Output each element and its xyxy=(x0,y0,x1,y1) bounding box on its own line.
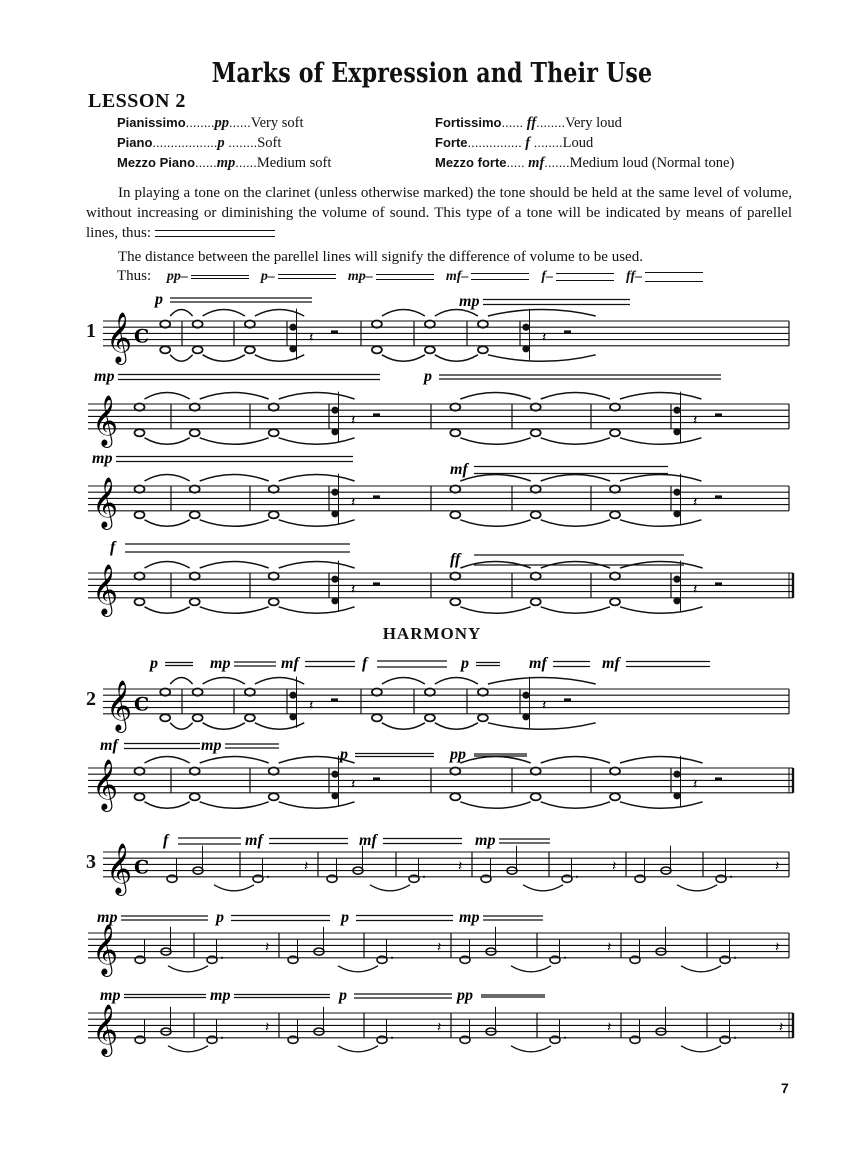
staff-ex3-line2 xyxy=(88,909,789,977)
whole-note xyxy=(610,486,620,493)
tie xyxy=(170,355,192,362)
exercise-number-3: 3 xyxy=(86,851,96,873)
quarter-note xyxy=(673,576,680,583)
tie xyxy=(145,393,190,400)
quarter-note xyxy=(289,692,296,699)
half-rest-icon xyxy=(715,413,722,416)
whole-note xyxy=(135,404,145,411)
half-rest-icon xyxy=(564,330,571,333)
whole-note xyxy=(190,511,200,518)
dynamic-mark: p xyxy=(340,746,348,763)
half-rest-icon xyxy=(373,582,380,585)
whole-note xyxy=(193,689,203,696)
tie xyxy=(620,607,703,614)
quarter-note xyxy=(673,792,680,799)
volume-example: mf– xyxy=(446,268,530,285)
tie xyxy=(200,438,269,445)
slur xyxy=(338,1046,378,1052)
tie xyxy=(541,757,610,764)
tie xyxy=(620,393,701,400)
treble-clef-icon: 𝄞 xyxy=(106,679,133,731)
treble-clef-icon: 𝄞 xyxy=(92,476,119,528)
tie xyxy=(279,393,355,400)
slur xyxy=(168,1046,208,1052)
quarter-note xyxy=(331,407,338,414)
whole-note xyxy=(531,793,541,800)
whole-note xyxy=(450,511,460,518)
treble-clef-icon: 𝄞 xyxy=(92,758,119,810)
whole-note xyxy=(190,768,200,775)
quarter-rest-icon: 𝄽 xyxy=(351,412,356,429)
quarter-rest-icon: 𝄽 xyxy=(693,581,698,598)
common-time-icon: C xyxy=(134,325,150,348)
tie xyxy=(541,802,610,809)
quarter-note xyxy=(289,713,296,720)
distance-paragraph: The distance between the parellel lines will signify the difference of volume to be used. xyxy=(118,249,643,265)
quarter-rest-icon: 𝄽 xyxy=(351,776,356,793)
treble-clef-icon: 𝄞 xyxy=(92,563,119,615)
dynamic-mark: pp xyxy=(457,987,473,1004)
tie xyxy=(170,723,192,730)
whole-note xyxy=(531,598,541,605)
half-rest-icon xyxy=(331,330,338,333)
whole-note xyxy=(193,714,203,721)
whole-note xyxy=(269,511,279,518)
half-rest-icon xyxy=(373,777,380,780)
tie xyxy=(145,438,190,445)
quarter-rest-icon: 𝄽 xyxy=(693,776,698,793)
tie xyxy=(200,757,269,764)
staff-ex3-line3 xyxy=(88,987,793,1057)
dynamic-mark: p xyxy=(461,655,469,672)
quarter-rest-icon: 𝄽 xyxy=(607,1019,612,1036)
quarter-note xyxy=(331,489,338,496)
quarter-note xyxy=(673,428,680,435)
dynamic-mark: p xyxy=(339,987,347,1004)
whole-note xyxy=(531,486,541,493)
quarter-note xyxy=(331,792,338,799)
whole-note xyxy=(135,598,145,605)
whole-note xyxy=(135,573,145,580)
whole-note xyxy=(610,793,620,800)
treble-clef-icon: 𝄞 xyxy=(92,923,119,975)
whole-note xyxy=(135,511,145,518)
whole-note xyxy=(190,429,200,436)
quarter-note xyxy=(331,771,338,778)
dynamic-mark: mp xyxy=(210,987,231,1004)
quarter-rest-icon: 𝄽 xyxy=(309,329,314,346)
tie xyxy=(279,802,355,809)
definition-piano: Piano..................p ........Soft xyxy=(117,135,282,151)
tie xyxy=(460,475,530,482)
half-rest-icon xyxy=(373,413,380,416)
tie xyxy=(203,678,245,685)
dynamic-mark: mp xyxy=(210,655,231,672)
tie xyxy=(541,475,610,482)
dynamic-mark: mf xyxy=(100,737,118,754)
tie xyxy=(145,607,190,614)
whole-note xyxy=(269,573,279,580)
tie xyxy=(145,520,190,527)
tie xyxy=(460,802,530,809)
slur xyxy=(681,966,721,972)
tie xyxy=(279,607,355,614)
whole-note xyxy=(190,598,200,605)
quarter-rest-icon: 𝄽 xyxy=(775,939,780,956)
common-time-icon: C xyxy=(134,693,150,716)
slur xyxy=(370,885,410,891)
slur xyxy=(511,1046,551,1052)
quarter-note xyxy=(522,345,529,352)
quarter-rest-icon: 𝄽 xyxy=(351,494,356,511)
volume-example: pp– xyxy=(167,268,249,285)
definition-fortissimo: Fortissimo...... ff........Very loud xyxy=(435,115,622,131)
dynamic-mark: f xyxy=(362,655,368,672)
tie xyxy=(435,723,478,730)
tie xyxy=(382,678,425,685)
exercise-number-1: 1 xyxy=(86,320,96,342)
whole-note xyxy=(531,573,541,580)
whole-note xyxy=(478,321,488,328)
half-rest-icon xyxy=(373,495,380,498)
tie xyxy=(145,802,190,809)
whole-note xyxy=(245,346,255,353)
tie xyxy=(488,355,596,362)
whole-note xyxy=(245,321,255,328)
tie xyxy=(145,475,190,482)
lesson-heading: LESSON 2 xyxy=(88,90,186,112)
whole-note xyxy=(531,404,541,411)
whole-note xyxy=(450,429,460,436)
common-time-icon: C xyxy=(134,856,150,879)
half-rest-icon xyxy=(331,698,338,701)
treble-clef-icon: 𝄞 xyxy=(106,311,133,363)
whole-note xyxy=(372,689,382,696)
definition-pianissimo: Pianissimo........pp......Very soft xyxy=(117,115,304,131)
quarter-rest-icon: 𝄽 xyxy=(351,581,356,598)
dynamic-mark: mf xyxy=(450,461,468,478)
tie xyxy=(145,562,190,569)
staff-ex1-line3 xyxy=(88,450,789,530)
treble-clef-icon: 𝄞 xyxy=(106,842,133,894)
slur xyxy=(523,885,563,891)
dynamic-mark: mf xyxy=(359,832,377,849)
definition-forte: Forte............... f ........Loud xyxy=(435,135,594,151)
dynamic-mark: p xyxy=(150,655,158,672)
tie xyxy=(200,802,269,809)
tie xyxy=(460,757,530,764)
tie xyxy=(145,757,190,764)
tie xyxy=(435,678,478,685)
dynamic-mark: mp xyxy=(201,737,222,754)
whole-note xyxy=(425,714,435,721)
tie xyxy=(170,678,192,685)
quarter-note xyxy=(331,428,338,435)
tie xyxy=(382,310,425,317)
tie xyxy=(200,520,269,527)
whole-note xyxy=(450,768,460,775)
harmony-heading: HARMONY xyxy=(382,624,482,643)
tie xyxy=(435,355,478,362)
quarter-rest-icon: 𝄽 xyxy=(437,939,442,956)
whole-note xyxy=(450,573,460,580)
dynamic-mark: mp xyxy=(97,909,118,926)
whole-note xyxy=(610,598,620,605)
quarter-rest-icon: 𝄽 xyxy=(612,858,617,875)
staff-ex1-line1 xyxy=(103,291,789,365)
quarter-rest-icon: 𝄽 xyxy=(542,329,547,346)
dynamic-mark: p xyxy=(424,368,432,385)
slur xyxy=(338,966,378,972)
volume-example: ff– xyxy=(626,268,703,285)
tie xyxy=(382,355,425,362)
quarter-rest-icon: 𝄽 xyxy=(607,939,612,956)
whole-note xyxy=(135,793,145,800)
quarter-note xyxy=(522,324,529,331)
volume-example: p– xyxy=(261,268,336,285)
staff-ex2-line2 xyxy=(88,737,793,812)
tie xyxy=(279,475,355,482)
tie xyxy=(460,607,530,614)
dynamic-mark: pp xyxy=(450,746,466,763)
whole-note xyxy=(160,714,170,721)
tie xyxy=(541,393,610,400)
tie xyxy=(200,475,269,482)
whole-note xyxy=(160,346,170,353)
staff-ex3-line1 xyxy=(103,832,789,896)
tie xyxy=(200,562,269,569)
dynamic-mark: p xyxy=(216,909,224,926)
quarter-note xyxy=(673,597,680,604)
explanation-paragraph: In playing a tone on the clarinet (unless otherwise marked) the tone should be held at the same level of volume, without increasing or diminishing the volume of sound. This type of a tone will be indicated by means of parellel lines, thus: xyxy=(86,185,792,241)
whole-note xyxy=(450,598,460,605)
quarter-note xyxy=(289,324,296,331)
dynamic-mark: mp xyxy=(475,832,496,849)
quarter-rest-icon: 𝄽 xyxy=(458,858,463,875)
dynamic-mark: mf xyxy=(602,655,620,672)
whole-note xyxy=(372,346,382,353)
whole-note xyxy=(610,768,620,775)
dynamic-mark: mf xyxy=(245,832,263,849)
quarter-rest-icon: 𝄽 xyxy=(693,412,698,429)
dynamic-mark: mp xyxy=(459,909,480,926)
dynamic-mark: mp xyxy=(100,987,121,1004)
quarter-rest-icon: 𝄽 xyxy=(265,1019,270,1036)
whole-note xyxy=(425,346,435,353)
staff-ex1-line2 xyxy=(88,368,789,448)
quarter-rest-icon: 𝄽 xyxy=(437,1019,442,1036)
whole-note xyxy=(610,404,620,411)
slur xyxy=(168,966,208,972)
whole-note xyxy=(190,573,200,580)
page-title: Marks of Expression and Their Use xyxy=(211,58,653,89)
whole-note xyxy=(269,404,279,411)
quarter-rest-icon: 𝄽 xyxy=(542,697,547,714)
quarter-rest-icon: 𝄽 xyxy=(693,494,698,511)
slur xyxy=(511,966,551,972)
whole-note xyxy=(425,321,435,328)
whole-note xyxy=(269,429,279,436)
volume-examples: Thus: pp– p– mp– mf– f– ff– xyxy=(117,268,715,285)
whole-note xyxy=(190,793,200,800)
half-rest-icon xyxy=(564,698,571,701)
whole-note xyxy=(425,689,435,696)
tie xyxy=(200,393,269,400)
dynamic-mark: mp xyxy=(459,293,480,310)
dynamic-mark: p xyxy=(341,909,349,926)
half-rest-icon xyxy=(715,777,722,780)
whole-note xyxy=(135,486,145,493)
definition-mezzo-piano: Mezzo Piano......mp......Medium soft xyxy=(117,155,332,171)
exercise-number-2: 2 xyxy=(86,688,96,710)
dynamic-mark: mp xyxy=(92,450,113,467)
tie xyxy=(460,438,530,445)
slur xyxy=(681,1046,721,1052)
whole-note xyxy=(135,768,145,775)
tie xyxy=(620,520,701,527)
quarter-rest-icon: 𝄽 xyxy=(304,858,309,875)
tie xyxy=(541,607,610,614)
quarter-note xyxy=(289,345,296,352)
tie xyxy=(620,802,703,809)
dynamic-mark: mf xyxy=(281,655,299,672)
quarter-note xyxy=(673,407,680,414)
tie xyxy=(170,310,192,317)
whole-note xyxy=(478,714,488,721)
whole-note xyxy=(135,429,145,436)
treble-clef-icon: 𝄞 xyxy=(92,394,119,446)
whole-note xyxy=(190,486,200,493)
whole-note xyxy=(450,404,460,411)
dynamic-mark: mp xyxy=(94,368,115,385)
whole-note xyxy=(269,793,279,800)
tie xyxy=(203,355,245,362)
tie xyxy=(279,520,355,527)
staff-ex1-line4 xyxy=(88,539,793,617)
whole-note xyxy=(610,429,620,436)
whole-note xyxy=(193,346,203,353)
tie xyxy=(435,310,478,317)
whole-note xyxy=(531,511,541,518)
volume-example: f– xyxy=(541,268,614,285)
whole-note xyxy=(610,511,620,518)
quarter-note xyxy=(673,510,680,517)
dynamic-mark: p xyxy=(155,291,163,308)
whole-note xyxy=(160,321,170,328)
quarter-note xyxy=(522,713,529,720)
quarter-rest-icon: 𝄽 xyxy=(779,1019,784,1036)
treble-clef-icon: 𝄞 xyxy=(92,1003,119,1055)
tie xyxy=(541,438,610,445)
whole-note xyxy=(531,429,541,436)
tie xyxy=(203,310,245,317)
quarter-note xyxy=(522,692,529,699)
quarter-note xyxy=(673,771,680,778)
tie xyxy=(488,310,596,317)
dynamic-mark: mf xyxy=(529,655,547,672)
whole-note xyxy=(190,404,200,411)
whole-note xyxy=(193,321,203,328)
quarter-note xyxy=(331,510,338,517)
quarter-note xyxy=(673,489,680,496)
tie xyxy=(382,723,425,730)
whole-note xyxy=(450,793,460,800)
quarter-note xyxy=(331,597,338,604)
whole-note xyxy=(245,714,255,721)
whole-note xyxy=(610,573,620,580)
tie xyxy=(620,438,701,445)
tie xyxy=(279,562,355,569)
quarter-rest-icon: 𝄽 xyxy=(265,939,270,956)
whole-note xyxy=(372,714,382,721)
slur xyxy=(677,885,717,891)
tie xyxy=(203,723,245,730)
whole-note xyxy=(478,689,488,696)
whole-note xyxy=(478,346,488,353)
dynamic-mark: ff xyxy=(450,551,461,568)
tie xyxy=(620,757,703,764)
dynamic-mark: f xyxy=(163,832,169,849)
tie xyxy=(460,520,530,527)
whole-note xyxy=(160,689,170,696)
tie xyxy=(460,393,530,400)
half-rest-icon xyxy=(715,582,722,585)
tie xyxy=(488,723,596,730)
tie xyxy=(488,678,596,685)
page-number: 7 xyxy=(781,1080,789,1096)
whole-note xyxy=(269,486,279,493)
whole-note xyxy=(531,768,541,775)
definition-mezzo-forte: Mezzo forte..... mf.......Medium loud (Normal tone) xyxy=(435,155,735,171)
half-rest-icon xyxy=(715,495,722,498)
tie xyxy=(620,475,701,482)
tie xyxy=(541,520,610,527)
staff-ex2-line1 xyxy=(103,655,789,733)
whole-note xyxy=(450,486,460,493)
whole-note xyxy=(269,768,279,775)
dynamic-mark: f xyxy=(110,539,116,556)
quarter-rest-icon: 𝄽 xyxy=(309,697,314,714)
whole-note xyxy=(245,689,255,696)
quarter-rest-icon: 𝄽 xyxy=(775,858,780,875)
volume-example: mp– xyxy=(348,268,434,285)
slur xyxy=(214,885,254,891)
quarter-note xyxy=(331,576,338,583)
tie xyxy=(200,607,269,614)
whole-note xyxy=(372,321,382,328)
tie xyxy=(279,438,355,445)
whole-note xyxy=(269,598,279,605)
